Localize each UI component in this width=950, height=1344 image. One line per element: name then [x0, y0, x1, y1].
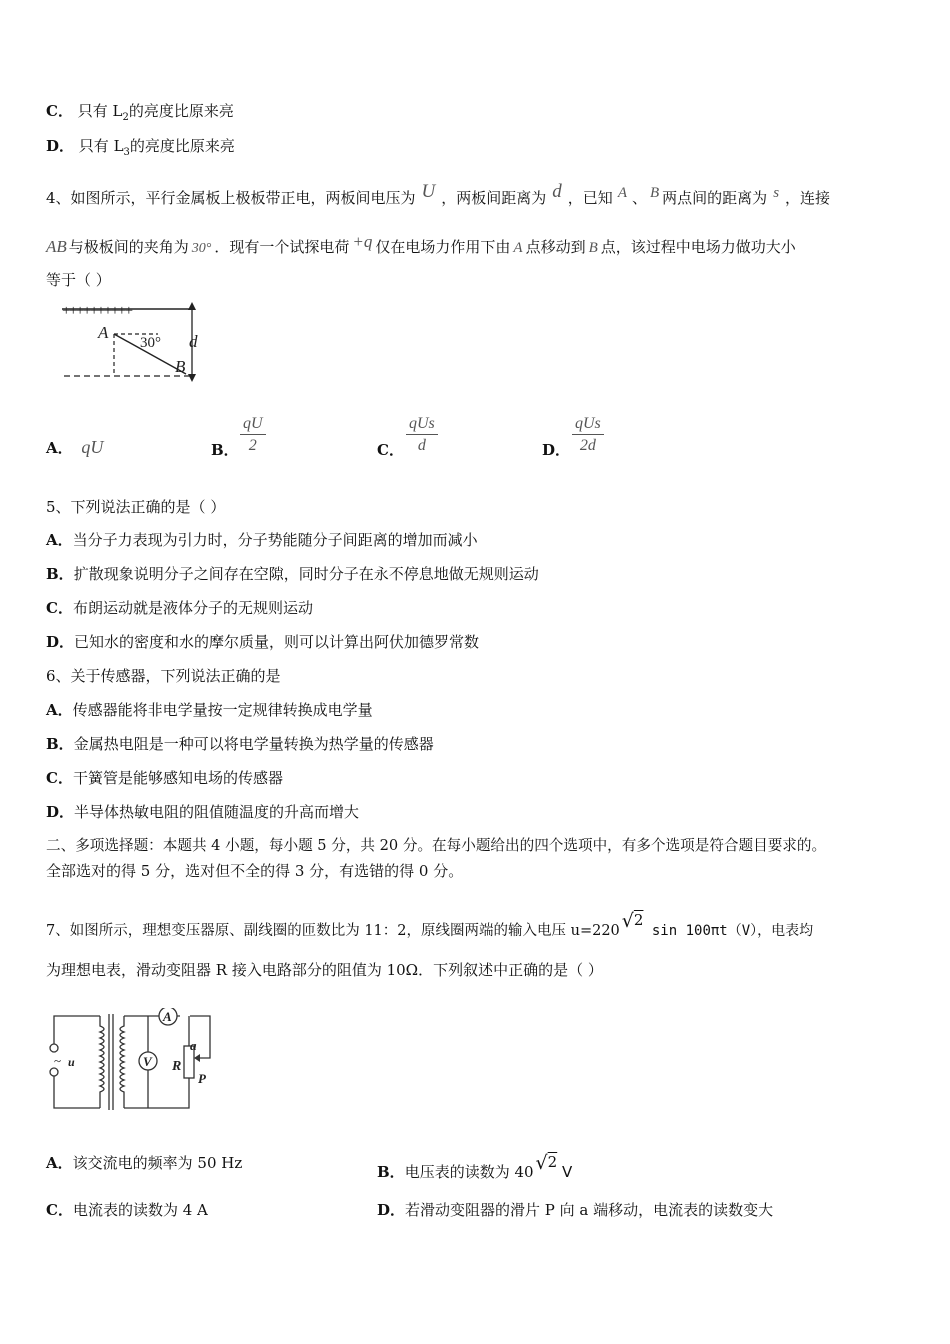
arrow-head-up [188, 302, 196, 310]
option-letter: C． [46, 102, 73, 120]
q7-option-c: C．电流表的读数为 4 A [46, 1201, 208, 1219]
q4-option-b-fraction: $\frac{qU}{2}$ [240, 414, 266, 457]
q5-stem: 5、下列说法正确的是（ ） [46, 498, 226, 516]
tilde-label: ~ [54, 1053, 62, 1068]
q3-option-c [46, 101, 234, 128]
slider-wire [198, 1030, 210, 1058]
q3-option-d [46, 136, 235, 163]
q5-option-b: B．扩散现象说明分子之间存在空隙，同时分子在永不停息地做无规则运动 [46, 565, 539, 583]
q4-option-c-fraction: qUs d [406, 414, 438, 457]
q4-option-d-letter: D． [542, 441, 571, 459]
ammeter-label: A [163, 1009, 172, 1024]
q4-stem-line1: 4、如图所示，平行金属板上极板带正电，两板间电压为 U ，两板间距离为 d ，已知 A 、 B 两点间的距离为 s ，连接 [46, 181, 831, 207]
secondary-coil [120, 1016, 124, 1108]
q7-figure [44, 1008, 224, 1116]
primary-wire-bottom [54, 1076, 100, 1108]
label-angle: 30° [140, 335, 161, 351]
q7-option-b: B．电压表的读数为 40 √2 V [377, 1152, 573, 1181]
q6-option-d: D．半导体热敏电阻的阻值随温度的升高而增大 [46, 803, 360, 821]
secondary-wire-bottom [124, 1078, 189, 1108]
q6-option-a: A．传感器能将非电学量按一定规律转换成电学量 [46, 701, 373, 719]
option-text: 只有 $L_3$的亮度比原来亮 [78, 137, 235, 158]
q4-stem-line2: AB 与极板间的夹角为 30° ．现有一个试探电荷 +q 仅在电场力作用下由 A 点移动到 B 点，该过程中电场力做功大小 [46, 232, 796, 256]
label-a: a [190, 1038, 197, 1053]
terminal-bottom [50, 1068, 58, 1076]
resistor-label: R [172, 1059, 182, 1074]
q7-option-d: D．若滑动变阻器的滑片 P 向 a 端移动，电流表的读数变大 [377, 1201, 774, 1219]
q7-stem-line1: 7、如图所示，理想变压器原、副线圈的匝数比为 11：2，原线圈两端的输入电压 u=220 √2 sin 100πt（V），电表均 [46, 910, 814, 939]
q4-option-d-fraction: qUs 2d [572, 414, 604, 457]
q5-option-c: C．布朗运动就是液体分子的无规则运动 [46, 599, 313, 617]
option-text: 只有 $L_2$的亮度比原来亮 [77, 102, 234, 123]
option-letter: D． [46, 137, 75, 155]
slider-arrow [194, 1054, 200, 1062]
q7-option-a: A．该交流电的频率为 50 Hz [46, 1154, 243, 1172]
q4-option-a: A． qU [46, 437, 104, 457]
label-a: A [98, 323, 109, 342]
q5-option-a: A．当分子力表现为引力时，分子势能随分子间距离的增加而减小 [46, 531, 478, 549]
section2-heading-line2: 全部选对的得 5 分，选对但不全的得 3 分，有选错的得 0 分。 [46, 862, 464, 880]
q4-figure [58, 296, 208, 388]
plus-charges: ++++++++++ [62, 303, 132, 319]
voltmeter-label: V [143, 1054, 152, 1069]
q4-stem-line3: 等于（ ） [46, 271, 111, 289]
ammeter-wire-right [190, 1016, 210, 1030]
q4-option-b-letter: B． [211, 441, 239, 459]
label-b: B [175, 357, 186, 376]
q7-stem-line2: 为理想电表，滑动变阻器 R 接入电路部分的阻值为 10Ω．下列叙述中正确的是（ ） [46, 961, 603, 979]
primary-coil [100, 1016, 104, 1108]
label-p: P [198, 1071, 206, 1086]
input-u-label: u [68, 1055, 75, 1069]
q6-option-c: C．干簧管是能够感知电场的传感器 [46, 769, 283, 787]
primary-wire-top [54, 1016, 100, 1044]
q4-option-c-letter: C． [377, 441, 404, 459]
label-d: d [189, 332, 198, 351]
section2-heading-line1: 二、多项选择题：本题共 4 小题，每小题 5 分，共 20 分。在每小题给出的四个选项中，有多个选项是符合题目要求的。 [46, 837, 827, 854]
q5-option-d: D．已知水的密度和水的摩尔质量，则可以计算出阿伏加德罗常数 [46, 633, 480, 651]
terminal-top [50, 1044, 58, 1052]
arrow-head-down [188, 374, 196, 382]
q6-option-b: B．金属热电阻是一种可以将电学量转换为热学量的传感器 [46, 735, 434, 753]
q6-stem: 6、关于传感器，下列说法正确的是 [46, 667, 281, 685]
